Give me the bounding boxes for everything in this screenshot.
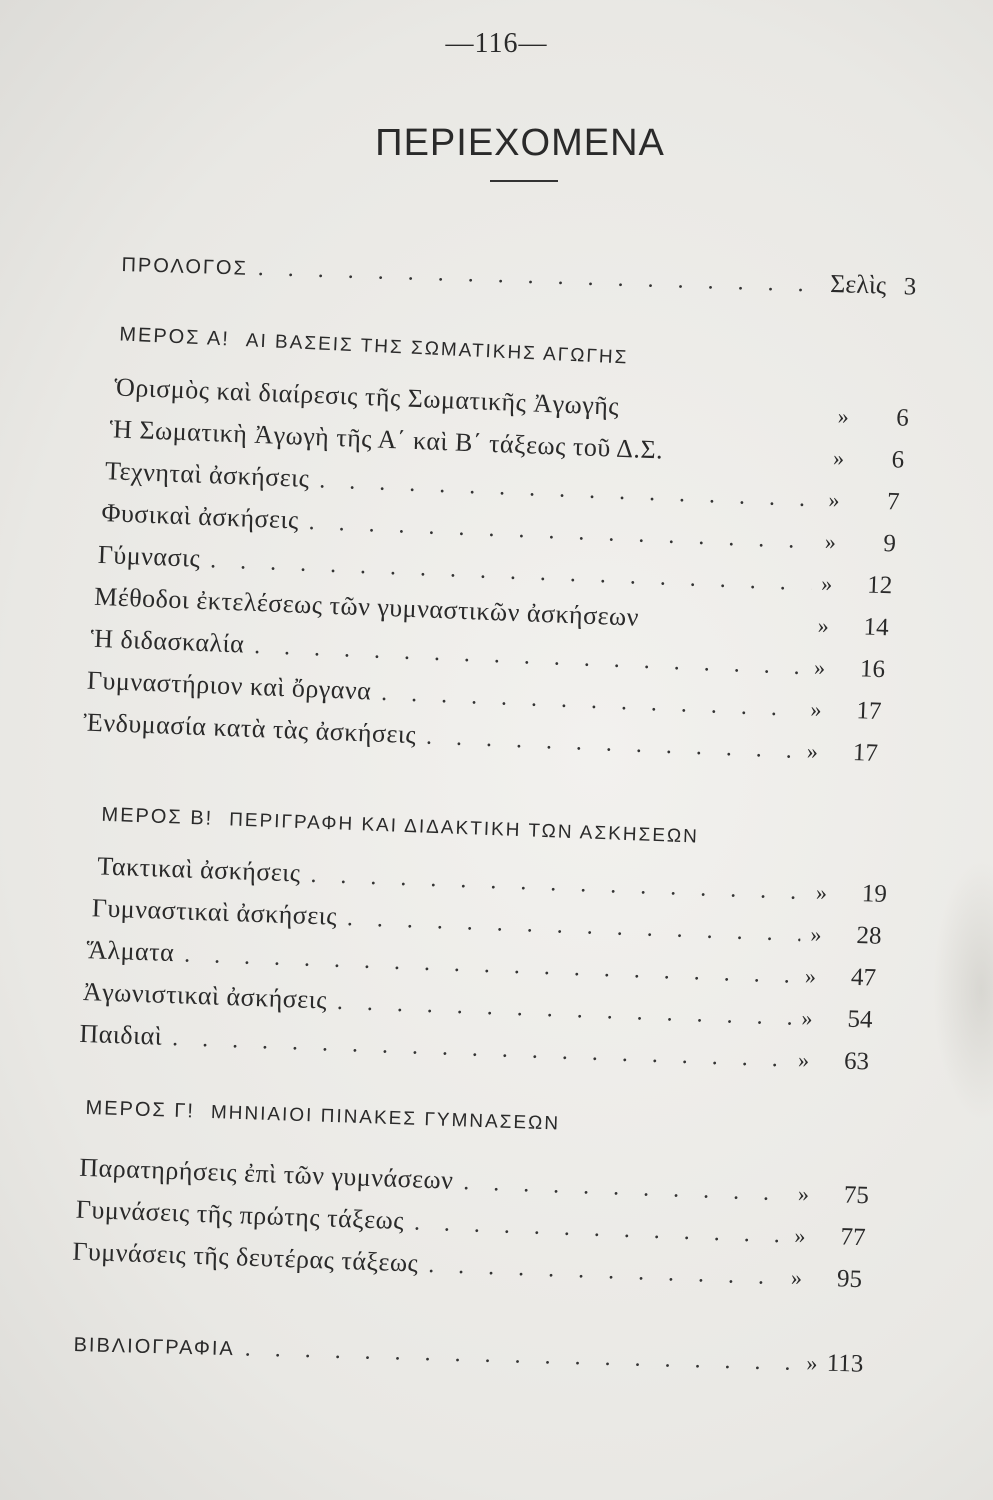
ditto-mark: » bbox=[794, 1222, 806, 1249]
ditto-mark: » bbox=[832, 445, 845, 471]
ditto-mark: » bbox=[810, 921, 822, 947]
entry-label: ΒΙΒΛΙΟΓΡΑΦΙΑ bbox=[73, 1333, 236, 1361]
ditto-mark: » bbox=[813, 654, 826, 680]
entry-page: 63 bbox=[843, 1047, 870, 1076]
entry-label: ΠΡΟΛΟΓΟΣ bbox=[121, 253, 249, 280]
leader-dots bbox=[428, 1252, 782, 1291]
entry-label: Γυμνάσεις τῆς δευτέρας τάξεως bbox=[72, 1236, 419, 1278]
entry-label: Παρατηρήσεις ἐπὶ τῶν γυμνάσεων bbox=[78, 1152, 454, 1195]
ditto-mark: » bbox=[815, 879, 828, 905]
ditto-mark: » bbox=[790, 1264, 803, 1291]
entry-page: 7 bbox=[886, 488, 901, 516]
ditto-mark: » bbox=[797, 1180, 810, 1207]
part-a-label: ΜΕΡΟΣ Α! bbox=[118, 323, 231, 351]
ditto-mark: » bbox=[837, 403, 850, 429]
ditto-mark: » bbox=[820, 570, 833, 597]
leader-dots bbox=[463, 1169, 789, 1207]
entry-page: 19 bbox=[861, 880, 888, 908]
page-prefix: Σελὶς bbox=[829, 269, 887, 300]
part-b-subtitle: ΠΕΡΙΓΡΑΦΗ ΚΑΙ ΔΙΔΑΚΤΙΚΗ ΤΩΝ ΑΣΚΗΣΕΩΝ bbox=[228, 809, 700, 848]
part-c-section bbox=[0, 1094, 992, 1135]
entry-page: 6 bbox=[891, 446, 905, 474]
entry-label: Ἀγωνιστικαὶ ἀσκήσεις bbox=[82, 976, 328, 1015]
page-title: ΠΕΡΙΕΧΟΜΕΝΑ bbox=[375, 122, 665, 164]
entry-page: 9 bbox=[882, 530, 897, 558]
part-a-subtitle: ΑΙ ΒΑΣΕΙΣ ΤΗΣ ΣΩΜΑΤΙΚΗΣ ΑΓΩΓΗΣ bbox=[245, 330, 629, 369]
ditto-mark: » bbox=[804, 963, 817, 989]
entry-page: 14 bbox=[863, 613, 890, 642]
part-c-entries bbox=[0, 1150, 992, 1294]
entry-page: 113 bbox=[826, 1349, 864, 1378]
entry-label: Ἐνδυμασία κατὰ τὰς ἀσκήσεις bbox=[82, 707, 417, 750]
entry-label: Ἡ Σωματικὴ Ἀγωγὴ τῆς Α΄ καὶ Β΄ τάξεως τοῦ Δ.Σ. bbox=[109, 414, 664, 465]
ditto-mark: » bbox=[806, 738, 819, 764]
entry-page: 3 bbox=[903, 273, 917, 301]
entry-page: 6 bbox=[895, 404, 910, 432]
toc-entry-prologue bbox=[121, 248, 917, 312]
paper-stain bbox=[933, 860, 993, 1120]
ditto-mark: » bbox=[801, 1005, 813, 1031]
ditto-mark: » bbox=[817, 612, 830, 638]
entry-label: Μέθοδοι ἐκτελέσεως τῶν γυμναστικῶν ἀσκήσεων bbox=[93, 581, 640, 632]
part-a-entries bbox=[0, 368, 992, 767]
part-a-section bbox=[0, 318, 992, 369]
entry-label: Ἡ διδασκαλία bbox=[90, 623, 245, 659]
ditto-mark: » bbox=[797, 1046, 810, 1073]
entry-page: 28 bbox=[855, 921, 882, 950]
entry-label: Παιδιαὶ bbox=[79, 1018, 163, 1051]
entry-page: 16 bbox=[859, 655, 886, 684]
part-b-heading bbox=[101, 804, 699, 849]
ditto-mark: » bbox=[810, 696, 822, 722]
entry-label: Τεχνηταὶ ἀσκήσεις bbox=[104, 456, 311, 493]
entry-label: Τακτικαὶ ἀσκήσεις bbox=[96, 851, 302, 888]
part-c-subtitle: ΜΗΝΙΑΙΟΙ ΠΙΝΑΚΕΣ ΓΥΜΝΑΣΕΩΝ bbox=[210, 1102, 561, 1135]
entry-label: Γυμναστήριον καὶ ὄργανα bbox=[86, 665, 372, 706]
entry-page: 17 bbox=[852, 739, 879, 767]
entry-page: 75 bbox=[843, 1181, 870, 1210]
leader-dots bbox=[310, 862, 806, 906]
part-c-label: ΜΕΡΟΣ Γ! bbox=[85, 1096, 196, 1123]
ditto-mark: » bbox=[824, 528, 837, 555]
page-number: —116— bbox=[445, 28, 548, 59]
entry-label: Ἅλματα bbox=[86, 935, 175, 968]
entry-page: 77 bbox=[840, 1223, 866, 1252]
part-b-label: ΜΕΡΟΣ Β! bbox=[101, 803, 214, 830]
entry-page: 12 bbox=[866, 571, 893, 600]
entry-page: 17 bbox=[855, 697, 882, 726]
toc-entry-bibliography bbox=[73, 1330, 864, 1391]
part-c-heading bbox=[85, 1097, 560, 1136]
entry-label: Γυμναστικαὶ ἀσκήσεις bbox=[91, 893, 338, 931]
title-underline bbox=[490, 180, 558, 182]
ditto-mark: » bbox=[806, 1350, 818, 1376]
entry-page: 54 bbox=[847, 1005, 873, 1034]
leader-dots bbox=[257, 255, 820, 299]
entry-page: 95 bbox=[836, 1265, 863, 1294]
entry-label: Γυμνάσεις τῆς πρώτης τάξεως bbox=[75, 1194, 405, 1236]
entry-page: 47 bbox=[850, 963, 877, 992]
entry-label: Φυσικαὶ ἀσκήσεις bbox=[100, 498, 300, 535]
part-b-entries bbox=[0, 848, 992, 1076]
leader-dots bbox=[244, 1335, 796, 1376]
entry-label: Ὁρισμὸς καὶ διαίρεσις τῆς Σωματικῆς Ἀγωγῆς bbox=[113, 372, 620, 421]
part-b-section bbox=[0, 800, 992, 848]
part-a-heading bbox=[119, 323, 629, 369]
ditto-mark: » bbox=[828, 486, 841, 513]
entry-label: Γύμνασις bbox=[97, 539, 201, 573]
